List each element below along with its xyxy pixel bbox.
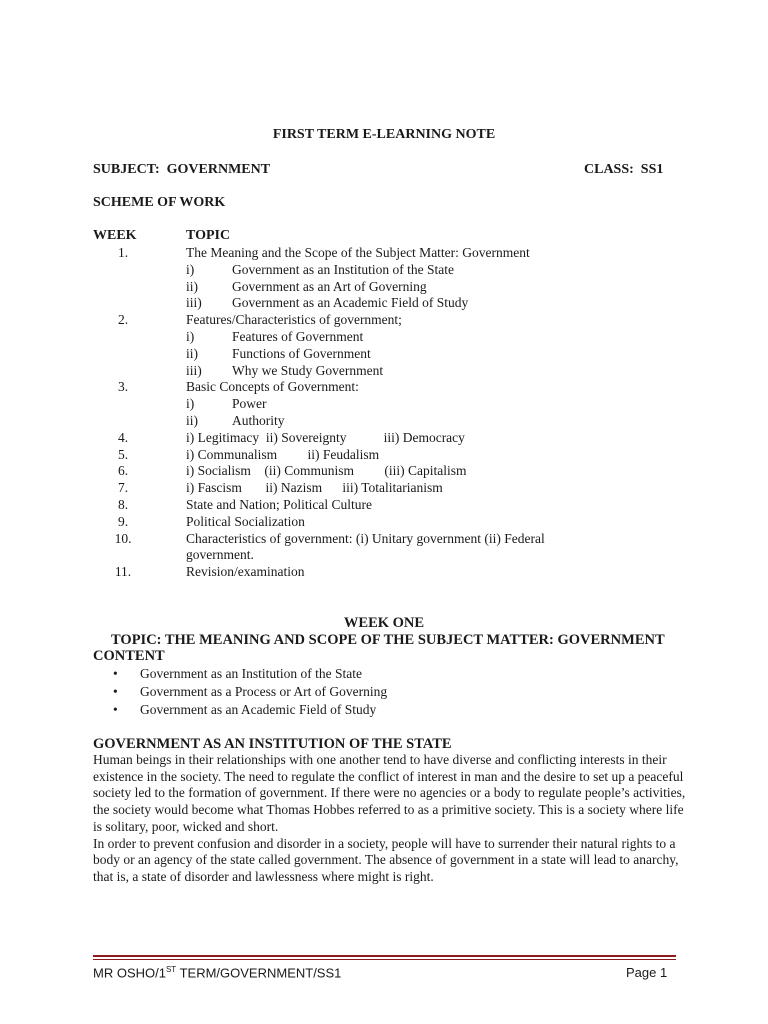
subject-label: SUBJECT: GOVERNMENT: [93, 162, 271, 177]
sub-item-text: Government as an Art of Governing: [232, 278, 427, 294]
table-row: [0, 396, 768, 413]
topic-text: State and Nation; Political Culture: [186, 497, 372, 512]
table-row: [0, 480, 768, 497]
paragraph: In order to prevent confusion and disorder in a society, people will have to surrender their natural rights to a body or an agency of the state called government. The absence of government in a state will lead to anarchy, that is, a state of disorder and lawlessness where might is right.: [93, 835, 679, 884]
bullet-icon: •: [113, 684, 118, 699]
sub-item-number: i): [186, 329, 195, 344]
week-number: 7.: [117, 480, 129, 496]
list-item-text: Government as an Academic Field of Study: [140, 702, 377, 717]
topic-text: i) Fascism ii) Nazism iii) Totalitarianism: [186, 480, 443, 496]
table-row: [0, 430, 768, 447]
week-number: 10.: [114, 530, 132, 546]
table-row: [0, 363, 768, 380]
table-row: [0, 514, 768, 531]
section-heading: GOVERNMENT AS AN INSTITUTION OF THE STATE: [93, 736, 452, 752]
table-row: [0, 463, 768, 480]
sub-item-number: i): [186, 396, 195, 412]
table-row: [0, 279, 768, 296]
table-row: [0, 312, 768, 329]
week-number: 4.: [117, 429, 129, 445]
bullet-icon: •: [113, 702, 118, 717]
week-number: 11.: [114, 564, 132, 580]
footer-rule: [93, 959, 676, 960]
table-row: [0, 245, 768, 262]
table-row: [0, 564, 768, 581]
sub-item-number: ii): [186, 278, 198, 294]
list-item-text: Government as an Institution of the State: [140, 666, 362, 681]
sub-item-text: Government as an Academic Field of Study: [232, 295, 469, 311]
footer-course-label: [93, 965, 341, 980]
scheme-of-work-heading: SCHEME OF WORK: [93, 195, 226, 210]
page-number: Page 1: [626, 965, 668, 980]
week-column-header: WEEK: [93, 228, 137, 243]
table-row: [0, 531, 768, 548]
list-item-text: Government as a Process or Art of Governing: [140, 684, 388, 699]
table-row: [0, 547, 768, 564]
sub-item-text: Authority: [232, 413, 285, 428]
footer-text: MR OSHO/1: [93, 965, 166, 981]
table-row: [0, 497, 768, 514]
table-row: [0, 346, 768, 363]
section-body: [93, 752, 693, 886]
sub-item-text: Functions of Government: [232, 345, 371, 361]
week-number: 1.: [117, 245, 129, 260]
table-row: [0, 329, 768, 346]
class-label: CLASS: SS1: [584, 162, 664, 177]
week-number: 8.: [117, 497, 129, 512]
topic-text: Characteristics of government: (i) Unitary government (ii) Federal: [186, 530, 545, 546]
topic-text: i) Communalism ii) Feudalism: [186, 446, 380, 462]
paragraph: Human beings in their relationships with one another tend to have diverse and conflicting interests in their existence in the society. The need to regulate the conflict of interest in man and the desire to set up a peaceful society led to the formation of government. If there were no agencies or a body to regulate people’s activities, the society would become what Thomas Hobbes referred to as a primitive society. This is a society where life is solitary, poor, wicked and short.: [93, 752, 686, 834]
sub-item-text: Why we Study Government: [232, 362, 384, 378]
footer-rule: [93, 955, 676, 957]
sub-item-number: ii): [186, 413, 198, 428]
week-number: 9.: [117, 513, 129, 529]
topic-text: Basic Concepts of Government:: [186, 379, 359, 395]
week-number: 5.: [117, 446, 129, 462]
week-number: 2.: [117, 312, 129, 328]
topic-text: The Meaning and the Scope of the Subject Matter: Government: [186, 245, 530, 260]
table-row: [0, 379, 768, 396]
topic-text: Revision/examination: [186, 564, 305, 580]
table-row: [0, 447, 768, 464]
content-label: CONTENT: [93, 648, 165, 664]
topic-column-header: TOPIC: [186, 228, 231, 243]
table-row: [0, 413, 768, 430]
sub-item-text: Power: [232, 396, 267, 412]
sub-item-number: i): [186, 261, 195, 277]
topic-text: government.: [186, 547, 254, 563]
topic-text: i) Legitimacy ii) Sovereignty iii) Democracy: [186, 429, 465, 445]
sub-item-number: iii): [186, 295, 202, 311]
week-number: 6.: [117, 463, 129, 479]
topic-text: Political Socialization: [186, 513, 305, 529]
table-row: [0, 295, 768, 312]
topic-text: Features/Characteristics of government;: [186, 312, 402, 328]
document-title: FIRST TERM E-LEARNING NOTE: [272, 127, 496, 142]
week-number: 3.: [117, 379, 129, 395]
table-row: [0, 262, 768, 279]
footer-superscript: ST: [165, 965, 177, 974]
sub-item-number: iii): [186, 362, 202, 378]
footer-text: TERM/GOVERNMENT/SS1: [176, 965, 342, 981]
topic-text: i) Socialism (ii) Communism (iii) Capitalism: [186, 463, 467, 479]
sub-item-text: Features of Government: [232, 329, 364, 344]
sub-item-text: Government as an Institution of the State: [232, 261, 454, 277]
week-one-topic: TOPIC: THE MEANING AND SCOPE OF THE SUBJECT MATTER: GOVERNMENT: [111, 632, 665, 648]
sub-item-number: ii): [186, 345, 198, 361]
bullet-icon: •: [113, 666, 118, 681]
week-one-heading: WEEK ONE: [343, 615, 425, 631]
